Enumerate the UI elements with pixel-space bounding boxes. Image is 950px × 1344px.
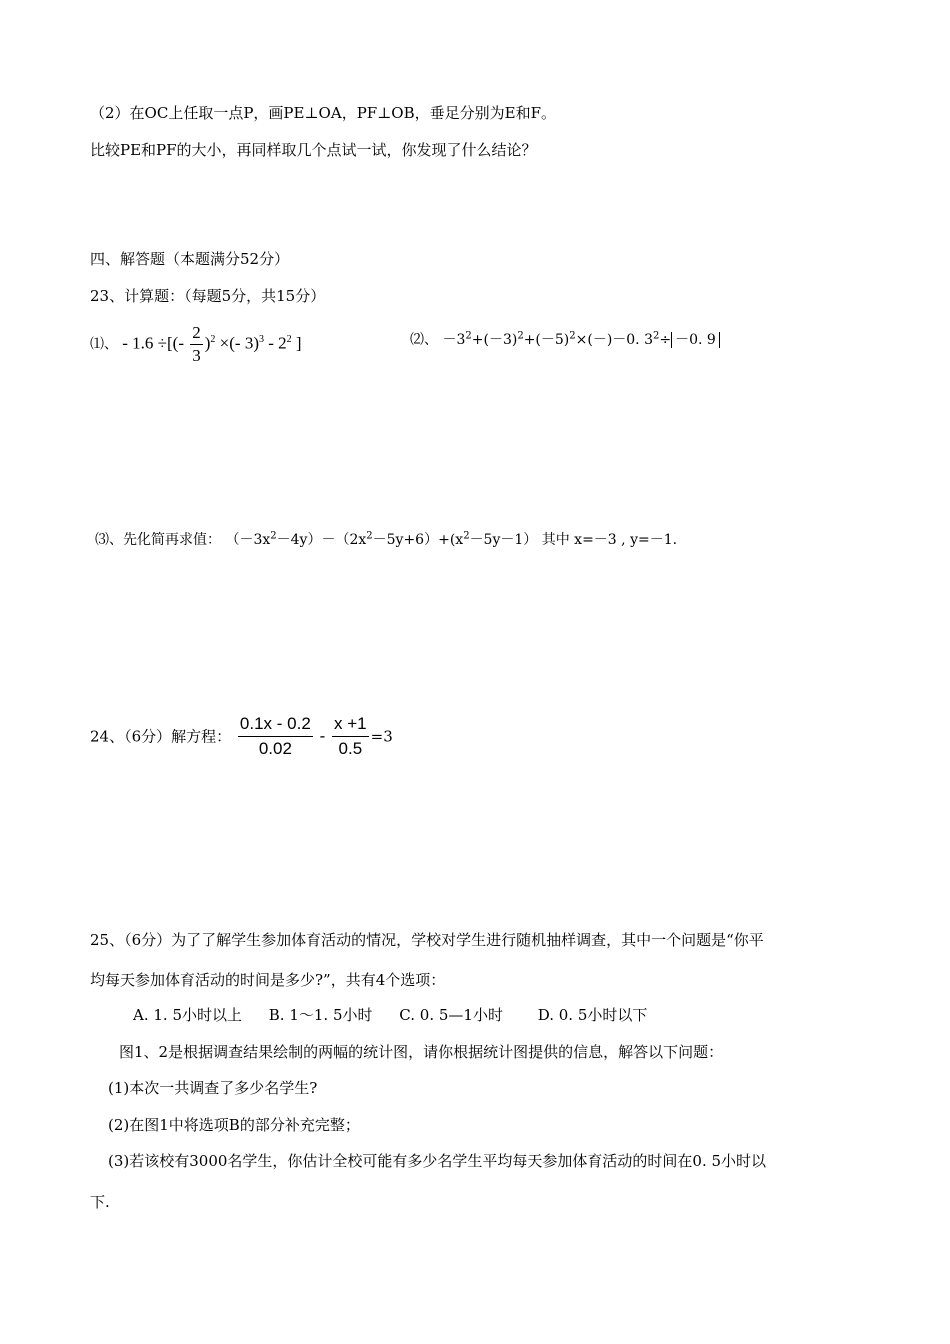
q25-sub-3: (3)若该校有3000名学生，你估计全校可能有多少名学生平均每天参加体育活动的时间在0. 5小时以 (108, 1152, 767, 1170)
q24-frac2-den: 0.5 (332, 736, 369, 761)
q25-options (133, 1005, 647, 1025)
q23-1-label: ⑴、 (90, 337, 118, 353)
q25-sub-1: (1)本次一共调查了多少名学生? (108, 1079, 318, 1097)
q23-3-expression (95, 530, 677, 550)
q23-2-t2: +(－3) (471, 332, 518, 348)
q23-title: 23、计算题：（每题5分，共15分） (90, 287, 326, 305)
q23-2-t1: －3 (442, 332, 466, 348)
q23-2-t4: ×(－)－0. 3 (575, 332, 653, 348)
q23-1-expression (90, 322, 302, 367)
q23-1-frac-den: 3 (192, 346, 201, 365)
section-title: 四、解答题（本题满分52分） (90, 250, 290, 268)
q23-3-t2: －4y）－（2x (276, 532, 367, 548)
q23-2-abs: －0. 9 (671, 332, 720, 348)
q25-intro: 图1、2是根据调查结果绘制的两幅的统计图，请你根据统计图提供的信息，解答以下问题： (119, 1043, 724, 1061)
q23-3-e3: 2 (463, 530, 470, 542)
q24-fraction-1 (238, 712, 313, 761)
q23-2-expression (410, 330, 720, 350)
q23-3-t1: （－3x (225, 532, 271, 548)
q25-sub-2: (2)在图1中将选项B的部分补充完整； (108, 1116, 360, 1134)
q23-3-e2: 2 (366, 530, 373, 542)
q22-line-1: （2）在OC上任取一点P，画PE⊥OA，PF⊥OB，垂足分别为E和F。 (90, 104, 556, 122)
q23-1-frac-num: 2 (192, 323, 201, 342)
q23-1-exp1: 2 (210, 333, 216, 345)
q25-option-b: B. 1～1. 5小时 (268, 1006, 373, 1024)
q23-3-t3: －5y+6）+(x (372, 532, 464, 548)
q24-rhs: =3 (370, 727, 393, 746)
q25-line-1: 25、（6分）为了了解学生参加体育活动的情况，学校对学生进行随机抽样调查，其中一个问题是“你平 (90, 931, 764, 949)
q24-fraction-2 (332, 712, 369, 761)
q25-option-a: A. 1. 5小时以上 (133, 1006, 242, 1024)
q23-1-exp3: 2 (286, 333, 292, 345)
q23-2-t5: ÷ (659, 332, 672, 348)
q23-1-part5: ] (295, 333, 302, 353)
q24-minus: - (319, 726, 326, 746)
q23-3-label: ⑶、先化简再求值： (95, 532, 221, 548)
q23-2-e2: 2 (517, 330, 524, 342)
q24-frac1-den: 0.02 (238, 736, 313, 761)
q23-2-e1: 2 (465, 330, 472, 342)
q23-1-part3: ×(- 3) (219, 333, 259, 353)
q23-1-exp2: 3 (258, 333, 264, 345)
q23-2-e4: 2 (653, 330, 660, 342)
q24-frac1-num: 0.1x - 0.2 (239, 714, 311, 733)
q23-2-label: ⑵、 (410, 332, 438, 348)
q23-1-part2: ) (204, 333, 211, 353)
q23-1-part1: - 1.6 ÷[(- (122, 333, 184, 353)
q25-line-2: 均每天参加体育活动的时间是多少?”，共有4个选项： (90, 971, 446, 989)
q24-equation (90, 712, 393, 761)
q23-1-fraction (190, 322, 203, 367)
q25-option-c: C. 0. 5—1小时 (399, 1006, 503, 1024)
q23-1-part4: - 2 (268, 333, 287, 353)
q24-frac2-num: x +1 (334, 714, 367, 733)
q25-sub-3-end: 下. (90, 1193, 110, 1211)
q25-option-d: D. 0. 5小时以下 (537, 1006, 648, 1024)
q24-label: 24、（6分）解方程： (90, 727, 232, 746)
q23-2-e3: 2 (569, 330, 576, 342)
q23-3-e1: 2 (270, 530, 277, 542)
q22-line-2: 比较PE和PF的大小，再同样取几个点试一试，你发现了什么结论？ (90, 141, 537, 159)
q23-2-t3: +(－5) (523, 332, 570, 348)
q23-3-t4: －5y－1） 其中 x=－3 , y=－1. (469, 532, 678, 548)
